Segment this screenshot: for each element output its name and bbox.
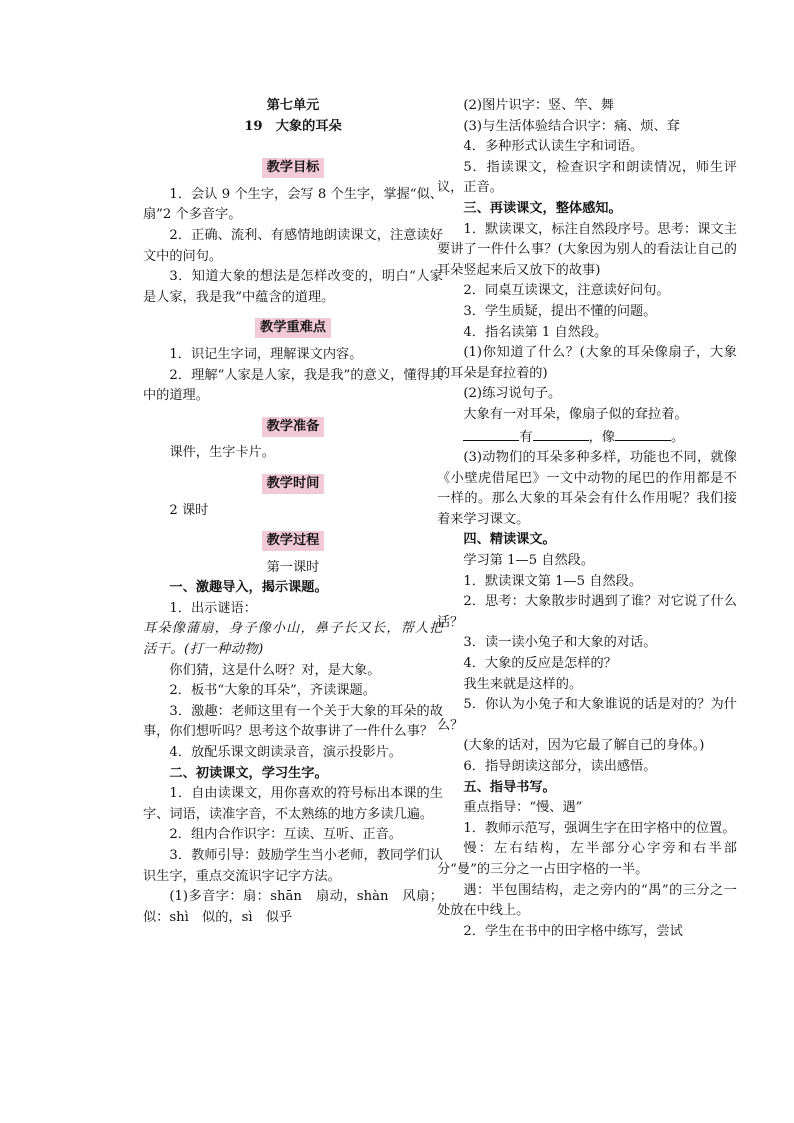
goal-item: 1．会认 9 个生字，会写 8 个生字，掌握“似、扇”2 个多音字。: [143, 186, 443, 223]
step-item: 5．你认为小兔子和大象谁说的话是对的？为什么？: [437, 697, 737, 733]
step-item: 1．自由读课文，用你喜欢的符号标出本课的生字、词语，读准字音，不太熟练的地方多读几遍。: [143, 786, 443, 822]
goal-item: 2．正确、流利、有感情地朗读课文，注意读好文中的问句。: [143, 227, 443, 264]
step-item: (大象的话对，因为它最了解自己的身体。): [463, 738, 705, 754]
step-item: (3)动物们的耳朵多种多样，功能也不同，就像《小壁虎借尾巴》一文中动物的尾巴的作用都是不一样的。那么大象的耳朵会有什么作用呢？我们接着来学习课文。: [437, 450, 737, 527]
step-item: 2．同桌互读课文，注意读好问句。: [463, 283, 670, 299]
step-item: (3)与生活体验结合识字：痛、烦、耷: [463, 118, 680, 134]
step-heading: 五、指导书写。: [463, 779, 556, 795]
step-item: 我生来就是这样的。: [463, 676, 583, 692]
step-item: 2．组内合作识字：互读、互听、正音。: [169, 827, 402, 843]
lesson-title: 19 大象的耳朵: [244, 118, 342, 134]
goal-item: 3．知道大象的想法是怎样改变的，明白“人家是人家，我是我”中蕴含的道理。: [143, 269, 443, 305]
blank-line: [533, 426, 589, 441]
step-item: 3．学生质疑，提出不懂的问题。: [463, 303, 657, 319]
step-item: 4．大象的反应是怎样的？: [463, 656, 617, 672]
step-item: 5．指读课文，检查识字和朗读情况，师生评议，正音。: [437, 159, 737, 196]
step-heading: 一、激趣导入，揭示课题。: [169, 580, 328, 596]
right-column: [437, 96, 737, 942]
step-item: 你们猜，这是什么呀？对，是大象。: [169, 662, 381, 678]
step-item: 6．指导朗读这部分，读出感悟。: [463, 759, 657, 774]
step-item: (1)多音字：扇：shān 扇动，shàn 风扇；似：shì 似的，sì 似乎: [143, 889, 443, 925]
step-item: 学习第 1—5 自然段。: [463, 553, 595, 569]
section-heading-prep: 教学准备: [143, 417, 443, 438]
step-item: 3．读一读小兔子和大象的对话。: [463, 635, 657, 651]
lesson-period-title: 第一课时: [266, 559, 320, 575]
step-item: 1．默读课文，标注自然段序号。思考：课文主要讲了一件什么事？(大象因为别人的看法让自己的耳朵竖起来后又放下的故事): [437, 221, 737, 278]
step-item: 慢：左右结构，左半部分心字旁和右半部分“曼”的三分之一占田字格的一半。: [437, 841, 737, 877]
blank-line: [463, 426, 519, 441]
time-text: 2 课时: [169, 502, 209, 518]
step-item: 重点指导：“慢、遇”: [463, 800, 583, 816]
step-item: (2)图片识字：竖、竿、舞: [463, 98, 614, 113]
section-heading-keypoints: 教学重难点: [143, 318, 443, 339]
step-item: 4．多种形式认读生字和词语。: [463, 139, 644, 155]
step-item: 4．放配乐课文朗读录音，演示投影片。: [169, 745, 402, 761]
step-item: 3．激趣：老师这里有一个关于大象的耳朵的故事，你们想听吗？思考这个故事讲了一件什么事？: [143, 703, 443, 740]
step-item: 3．教师引导：鼓励学生当小老师，教同学们认识生字，重点交流识字记字方法。: [143, 848, 443, 884]
riddle-text: 耳朵像蒲扇，身子像小山，鼻子长又长，帮人把活干。(打一种动物): [143, 621, 443, 658]
step-item: 1．出示谜语：: [169, 600, 257, 616]
step-heading: 三、再读课文，整体感知。: [463, 200, 622, 216]
step-item: 2．学生在书中的田字格中练写，尝试: [463, 923, 683, 939]
blank-line: [615, 426, 671, 441]
keypoint-item: 2．理解“人家是人家，我是我”的意义，懂得其中的道理。: [143, 367, 443, 404]
step-item: 大象有一对耳朵，像扇子似的耷拉着。: [463, 406, 688, 422]
unit-title: 第七单元: [266, 98, 320, 113]
step-item: 2．思考：大象散步时遇到了谁？对它说了什么话？: [437, 594, 737, 630]
step-item: (2)练习说句子。: [463, 386, 562, 402]
left-column: [143, 96, 443, 928]
section-heading-process: 教学过程: [143, 531, 443, 552]
step-item: (1)你知道了什么？(大象的耳朵像扇子，大象的耳朵是耷拉着的): [437, 345, 737, 381]
section-heading-goals: 教学目标: [143, 158, 443, 179]
prep-text: 课件，生字卡片。: [169, 445, 275, 461]
step-heading: 二、初读课文，学习生字。: [169, 765, 328, 781]
keypoint-item: 1．识记生字词，理解课文内容。: [169, 346, 363, 362]
step-item: 1．教师示范写，强调生字在田字格中的位置。: [463, 820, 736, 836]
section-heading-time: 教学时间: [143, 474, 443, 495]
step-item: 2．板书“大象的耳朵”，齐读课题。: [169, 683, 376, 699]
step-heading: 四、精读课文。: [463, 532, 556, 548]
step-item: 遇：半包围结构，走之旁内的“禺”的三分之一处放在中线上。: [437, 882, 737, 919]
fill-in-blank-sentence: 有 ，像 。: [437, 426, 737, 449]
step-item: 1．默读课文第 1—5 自然段。: [463, 573, 643, 589]
step-item: 4．指名读第 1 自然段。: [463, 324, 608, 340]
